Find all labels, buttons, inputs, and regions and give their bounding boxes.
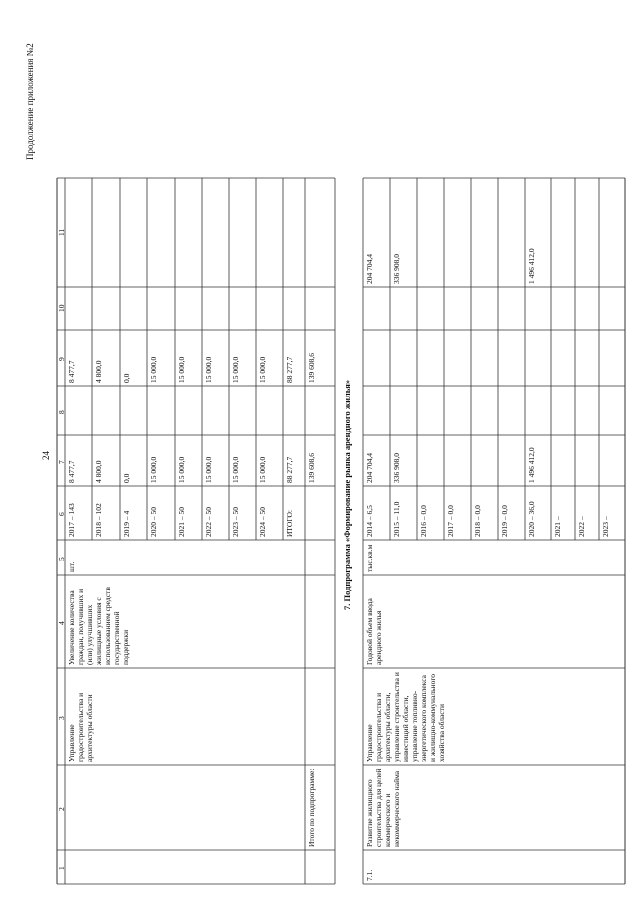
table-cell-col6: 2022 – 50	[204, 507, 213, 537]
continuation-note: Продолжение приложения №2	[25, 43, 35, 160]
indicator-cell: Увеличение количества граждан, получивших и (или) улучшивших жилищные условия с использованием средств государственной поддержки	[67, 587, 130, 665]
table-cell-col11: 204 704,4	[365, 254, 374, 284]
total-value-col9: 139 608,6	[307, 353, 316, 383]
table-cell-col6: 2018 – 102	[94, 503, 103, 537]
row-number: 7.1.	[365, 869, 374, 881]
table-cell-col7: 15 000,0	[177, 456, 186, 483]
table-cell-col7: 1 496 412,0	[527, 447, 536, 483]
table-cell-col7: 204 704,4	[365, 453, 374, 483]
table-cell-col6: 2019 – 0,0	[500, 505, 509, 537]
table-cell-col9: 15 000,0	[204, 356, 213, 383]
table-cell-col6: ИТОГО:	[285, 510, 294, 537]
total-label: Итого по подпрограмме:	[307, 768, 316, 847]
table-cell-col6: 2024 – 50	[258, 507, 267, 537]
table-cell-col6: 2023 – 50	[231, 507, 240, 537]
page-number: 24	[41, 451, 51, 460]
column-number: 11	[57, 228, 66, 236]
table-cell-col6: 2023 –	[601, 516, 610, 537]
unit-cell: шт.	[67, 561, 76, 572]
table-cell-col11: 336 908,0	[392, 254, 401, 284]
table-cell-col7: 8 477,7	[67, 460, 76, 483]
table-cell-col9: 15 000,0	[149, 356, 158, 383]
column-number: 5	[57, 556, 66, 561]
indicator-cell: Годовой объем ввода арендного жилья	[365, 598, 383, 665]
table-cell-col6: 2017 – 143	[67, 503, 76, 537]
table-cell-col7: 4 800,0	[94, 460, 103, 483]
table-cell-col6: 2014 – 6,5	[365, 505, 374, 537]
table-cell-col9: 4 800,0	[94, 360, 103, 383]
column-number: 6	[57, 512, 66, 516]
column-number: 8	[57, 409, 66, 414]
responsible-cell: Управление градостроительства и архитектуры области, управление строительства и инвестиций области, управление топливно-энергетического комплекса и жилищно-коммунального хозяйства области	[365, 672, 446, 762]
table-cell-col6: 2015 – 11,0	[392, 501, 401, 537]
table-cell-col6: 2019 – 4	[122, 510, 131, 537]
table-cell-col7: 336 908,0	[392, 453, 401, 483]
total-value-col7: 139 608,6	[307, 453, 316, 483]
column-number: 1	[57, 866, 66, 870]
column-number: 10	[57, 304, 66, 312]
table-cell-col6: 2017 – 0,0	[446, 505, 455, 537]
table-cell-col7: 15 000,0	[258, 456, 267, 483]
table-cell-col11: 1 496 412,0	[527, 248, 536, 284]
table-cell-col7: 15 000,0	[204, 456, 213, 483]
measure-name: Развитие жилищного строительства для целей коммерческого и некоммерческого найма	[365, 768, 401, 847]
table-cell-col9: 88 277,7	[285, 356, 294, 383]
responsible-cell: Управление градостроительства и архитектуры области	[67, 692, 94, 762]
column-number: 9	[57, 357, 66, 361]
column-number: 2	[57, 806, 66, 811]
table-cell-col6: 2018 – 0,0	[473, 505, 482, 537]
column-number: 7	[57, 459, 66, 464]
table-cell-col7: 15 000,0	[231, 456, 240, 483]
table-cell-col6: 2016 – 0,0	[419, 505, 428, 537]
table-cell-col6: 2022 –	[577, 516, 586, 537]
table-cell-col9: 15 000,0	[258, 356, 267, 383]
table-cell-col7: 0,0	[122, 473, 131, 483]
table-cell-col9: 15 000,0	[177, 356, 186, 383]
table-cell-col6: 2020 – 36,0	[527, 501, 536, 537]
table-cell-col7: 15 000,0	[149, 456, 158, 483]
table-cell-col9: 15 000,0	[231, 356, 240, 383]
table-cell-col6: 2021 –	[553, 516, 562, 537]
unit-cell: тыс.кв.м	[365, 544, 374, 572]
table-cell-col9: 8 477,7	[67, 360, 76, 383]
column-number: 3	[57, 715, 66, 720]
table-cell-col6: 2020 – 50	[149, 507, 158, 537]
section-title: 7. Подпрограмма «Формирование рынка арендного жилья»	[342, 379, 352, 610]
table-cell-col9: 0,0	[122, 373, 131, 383]
table-cell-col6: 2021 – 50	[177, 507, 186, 537]
table-cell-col7: 88 277,7	[285, 456, 294, 483]
column-number: 4	[57, 620, 66, 625]
